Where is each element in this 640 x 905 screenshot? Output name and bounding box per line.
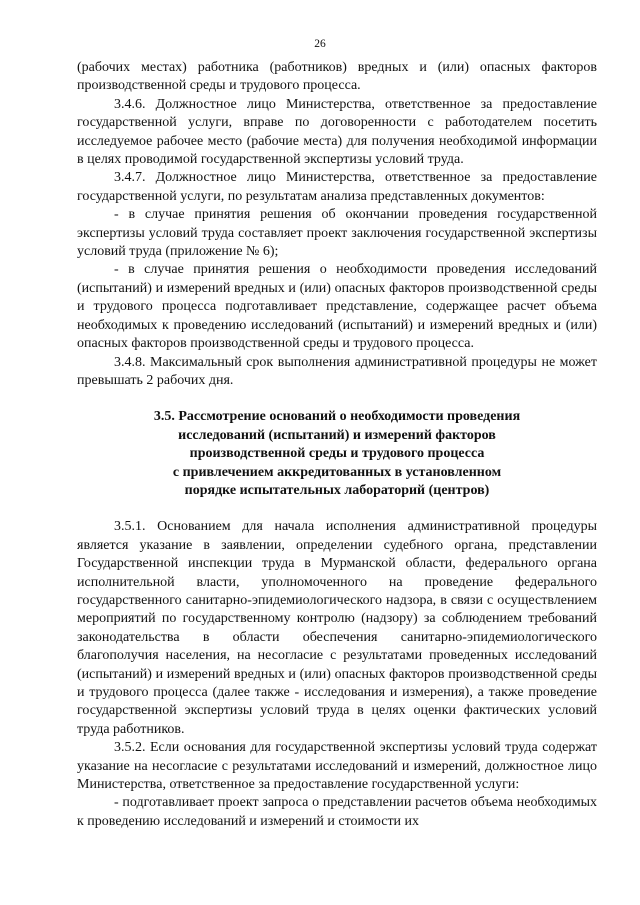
heading-line: порядке испытательных лабораторий (центров): [184, 482, 490, 498]
paragraph-3-4-7: 3.4.7. Должностное лицо Министерства, ответственное за предоставление государственной услуги, по результатам анализа представленных документов:: [77, 170, 597, 204]
heading-line: 3.5. Рассмотрение оснований о необходимости проведения: [153, 409, 521, 425]
list-item: - в случае принятия решения о необходимости проведения исследований (испытаний) и измерений вредных и (или) опасных факторов производственной среды и трудового процесса подготавливает представление, содержащее расчет объема необходимых к проведению исследований (испытаний) и измерений вредных и (или) опасных факторов производственной среды и трудового процесса.: [77, 262, 597, 352]
list-item: - подготавливает проект запроса о представлении расчетов объема необходимых к проведению исследований и измерений и стоимости их: [77, 795, 597, 829]
heading-line: исследований (испытаний) и измерений факторов: [178, 427, 496, 443]
paragraph: (рабочих местах) работника (работников) вредных и (или) опасных факторов производственной среды и трудового процесса.: [77, 60, 597, 94]
page-number: 26: [314, 38, 326, 50]
heading-line: производственной среды и трудового процесса: [189, 446, 485, 462]
paragraph-3-4-6: 3.4.6. Должностное лицо Министерства, ответственное за предоставление государственной услуги, вправе по договоренности с работодателем посетить исследуемое рабочее место (рабочие места) для получения необходимой информации в целях проводимой государственной экспертизы условий труда.: [77, 96, 597, 168]
document-body: [77, 59, 597, 831]
paragraph-3-4-8: 3.4.8. Максимальный срок выполнения административной процедуры не может превышать 2 рабочих дня.: [77, 354, 597, 388]
paragraph-3-5-2: 3.5.2. Если основания для государственной экспертизы условий труда содержат указание на несогласие с результатами исследований и измерений, должностное лицо Министерства, ответственное за предоставление государственной услуги:: [77, 740, 597, 793]
heading-line: с привлечением аккредитованных в установленном: [172, 464, 502, 480]
section-heading-3-5: [77, 408, 597, 500]
paragraph-3-5-1: 3.5.1. Основанием для начала исполнения административной процедуры является указание в заявлении, определении судебного органа, представлении Государственной инспекции труда в Мурманской области, федерального органа исполнительной власти, уполномоченного на проведение федерального государственного санитарно-эпидемиологического надзора, в связи с осуществлением мероприятий по государственному контролю (надзору) за соблюдением требований законодательства в области обеспечения санитарно-эпидемиологического благополучия населения, на несогласие с результатами проведенных исследований (испытаний) и измерений вредных и (или) опасных факторов производственной среды и трудового процесса (далее также - исследования и измерения), а также проведение государственной экспертизы условий труда в целях оценки фактических условий труда работников.: [77, 519, 597, 737]
list-item: - в случае принятия решения об окончании проведения государственной экспертизы условий труда составляет проект заключения государственной экспертизы условий труда (приложение № 6);: [77, 207, 597, 260]
